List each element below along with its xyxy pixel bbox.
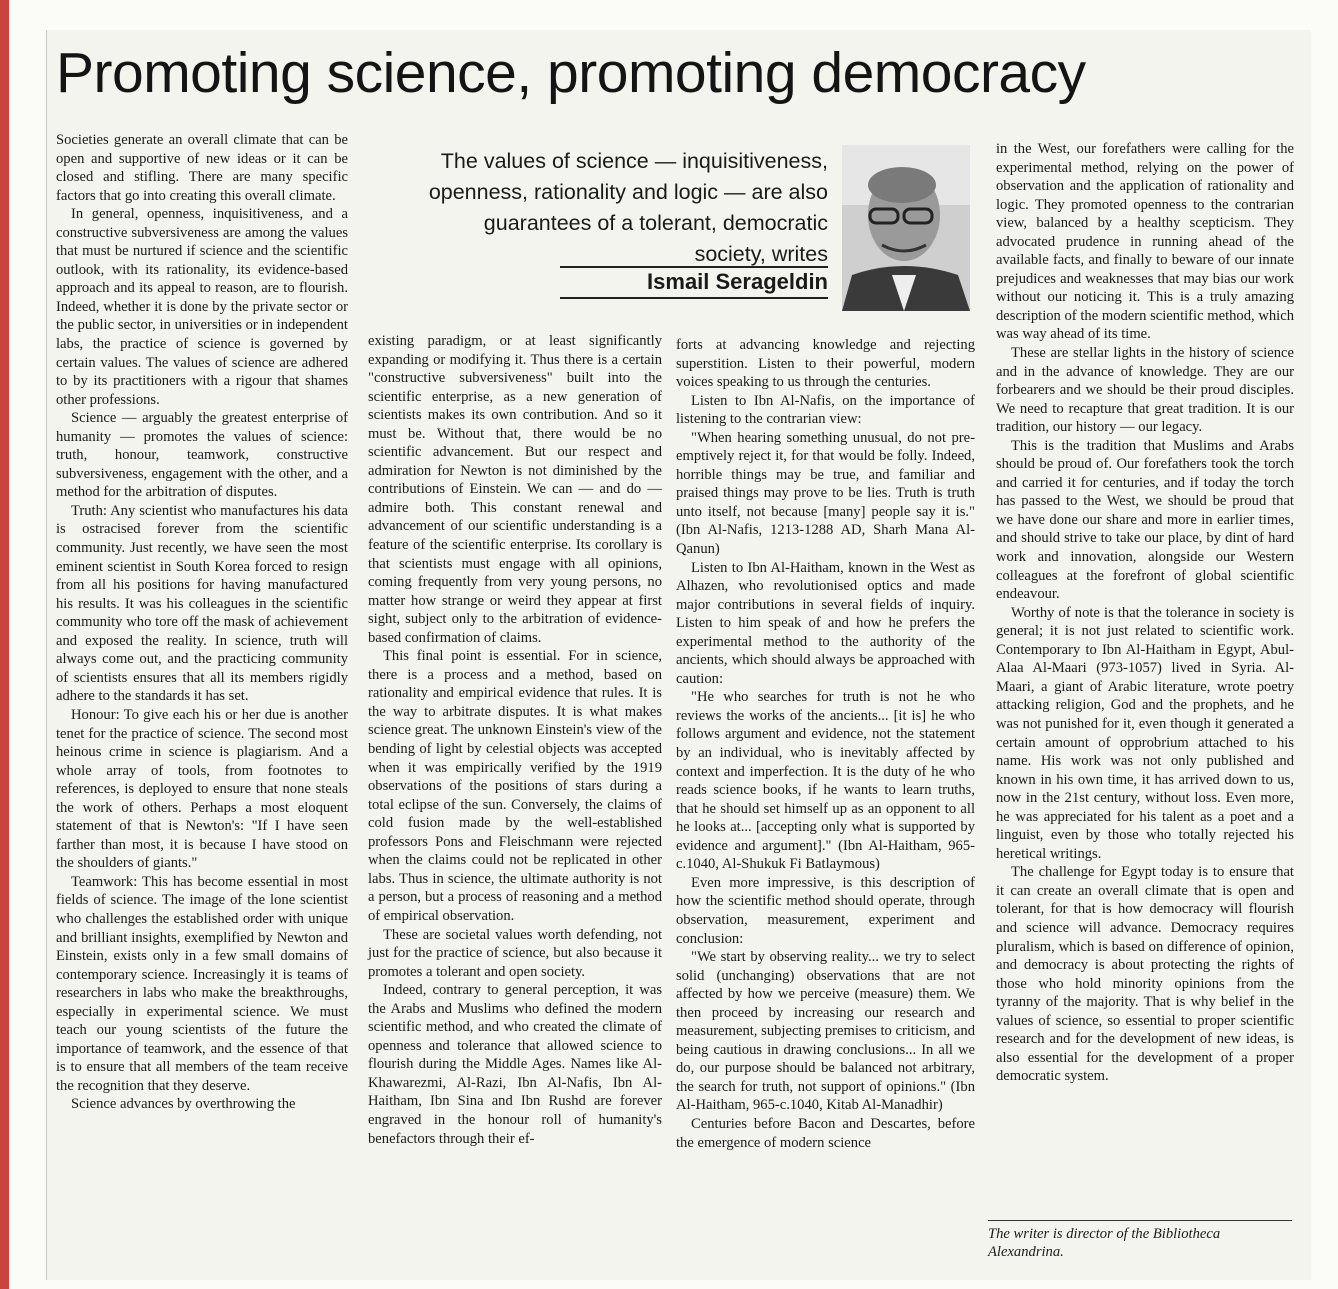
article-column-2 (368, 332, 662, 1148)
paragraph: Worthy of note is that the tolerance in society is general; it is not just related to scientific work. Contemporary to Ibn Al-Haitham in Egypt, Abul-Alaa Al-Maari (973-1057) lived in Syria. Al-Maari, a giant of Arabic literature, wrote poetry attacking religion, God and the prophets, and he was not punished for it, even though it generated a certain amount of opprobrium attached to his name. His work was not only published and known in his own time, it has arrived down to us, now in the 21st century, without loss. Even more, he was appreciated for his talent as a poet and a linguist, even by those who totally rejected his heretical writings. (996, 604, 1294, 862)
author-note: The writer is director of the Bibliotheca Alexandrina. (988, 1220, 1292, 1261)
deck: The values of science — inquisitiveness, openness, rationality and logic — are also guarantees of a tolerant, democratic society, writes (428, 149, 828, 266)
paragraph: Even more impressive, is this description of how the scientific method should operate, through observation, measurement, experiment and conclusion: (676, 874, 975, 947)
paragraph: These are societal values worth defending, not just for the practice of science, but also because it promotes a tolerant and open society. (368, 926, 662, 980)
paragraph: This is the tradition that Muslims and Arabs should be proud of. Our forefathers took the torch and carried it for centuries, and if today the torch has passed to the West, we should be proud that we have done our share and more in earlier times, and should strive to take our place, by dint of hard work and innovation, alongside our Western colleagues at the forefront of global scientific endeavour. (996, 437, 1294, 603)
paragraph: These are stellar lights in the history of science and in the advance of knowledge. They are our forbearers and we should be their proud disciples. We need to recapture that great tradition. It is our tradition, our history — our legacy. (996, 345, 1294, 436)
paragraph: Truth: Any scientist who manufactures his data is ostracised forever from the scientific community. Just recently, we have seen the most eminent scientist in South Korea forced to resign from all his positions for having manufactured his results. It was his colleagues in the scientific community who tore off the mask of achievement and exposed the reality. In science, truth will always come out, and the practicing community of scientists ensures that all its members rigidly adhere to the standards it has set. (56, 502, 348, 705)
paragraph: Listen to Ibn Al-Haitham, known in the West as Alhazen, who revolutionised optics and made major contributions in several fields of inquiry. Listen to him speak of and how he prefers the experimental method to the authority of the ancients, which should always be approached with caution: (676, 559, 975, 687)
paragraph: In general, openness, inquisitiveness, and a constructive subversiveness are among the values that must be nurtured if science and the scientific outlook, with its rationality, its evidence-based approach and its appeal to reason, are to flourish. Indeed, whether it is done by the private sector or the public sector, in universities or in independent labs, the practice of science is governed by certain values. The values of science are adhered to by its practitioners with a rigour that shames other professions. (56, 206, 348, 408)
headline: Promoting science, promoting democracy (56, 41, 1086, 105)
paragraph: Centuries before Bacon and Descartes, before the emergence of modern science (676, 1115, 975, 1151)
paragraph: Science — arguably the greatest enterprise of humanity — promotes the values of science: truth, honour, teamwork, constructive subversiveness, engagement with the other, and a method for the arbitration of disputes. (56, 410, 348, 501)
paragraph: The challenge for Egypt today is to ensure that it can create an overall climate that is open and tolerant, for that is how democracy will flourish and science will advance. Democracy requires pluralism, which is based on difference of opinion, and democracy is about protecting the rights of those who hold minority opinions from the tyranny of the majority. That is why belief in the values of science, so essential to proper scientific research and for the development of new ideas, is also essential for the development of a proper democratic system. (996, 864, 1294, 1085)
paragraph: Science advances by overthrowing the (71, 1096, 296, 1113)
paragraph: forts at advancing knowledge and rejecting superstition. Listen to their powerful, modern voices speaking to us through the centuries. (676, 337, 975, 391)
paragraph: Teamwork: This has become essential in most fields of science. The image of the lone scientist who challenges the established order with unique and brilliant insights, exemplified by Newton and Einstein, exists only in a few small domains of contemporary science. Increasingly it is teams of researchers in labs who make the breakthroughs, especially in experimental science. We must teach our young scientists of the future the importance of teamwork, and the essence of that is to ensure that all members of the team receive the recognition that they deserve. (56, 873, 348, 1094)
author-photo (842, 145, 970, 311)
paragraph: existing paradigm, or at least significantly expanding or modifying it. Thus there is a certain "constructive subversiveness" built into the scientific enterprise, as a new generation of scientists makes its own contribution. And so it must be. Without that, there would be no scientific advancement. But our respect and admiration for Newton is not diminished by the contributions of Einstein. We can — and do — admire both. This constant renewal and advancement of our scientific understanding is a feature of the scientific enterprise. Its corollary is that scientists must engage with all opinions, coming frequently from very young persons, no matter how strange or weird they appear at first sight, subject only to the arbitration of evidence-based confirmation of claims. (368, 333, 662, 646)
paragraph: "When hearing something unusual, do not pre-emptively reject it, for that would be folly. Indeed, horrible things may be true, and familiar and praised things may prove to be lies. Truth is truth unto itself, not because [many] people say it is." (Ibn Al-Nafis, 1213-1288 AD, Sharh Mana Al-Qanun) (676, 429, 975, 558)
paragraph: "He who searches for truth is not he who reviews the works of the ancients... [it is] he who follows argument and evidence, not the statement by an individual, who is inevitably affected by context and imperfection. It is the duty of he who reads science books, if he wants to learn truths, that he should set himself up as an opponent to all he looks at... [accepting only what is supported by evidence and argument]." (Ibn Al-Haitham, 965-c.1040, Al-Shukuk Fi Batlaymous) (676, 689, 975, 873)
author-portrait-image (842, 145, 970, 311)
paragraph: in the West, our forefathers were calling for the experimental method, relying on the power of observation and the application of rationality and logic. They promoted openness to the contrarian view, balanced by a healthy scepticism. They advocated prudence in running ahead of the available facts, and finally to beware of our innate prejudices and weaknesses that may bias our work without our noticing it. This is a truly amazing description of the modern scientific method, which was way ahead of its time. (996, 141, 1294, 343)
paragraph: "We start by observing reality... we try to select solid (unchanging) observations that are not affected by how we perceive (measure) them. We then proceed by increasing our research and measurement, subjecting premises to criticism, and being cautious in drawing conclusions... In all we do, our purpose should be balanced not arbitrary, the search for truth, not support of opinions." (Ibn Al-Haitham, 965-c.1040, Kitab Al-Manadhir) (676, 949, 975, 1114)
article-column-4 (996, 140, 1294, 1086)
byline: Ismail Serageldin (560, 266, 828, 299)
paragraph: Societies generate an overall climate that can be open and supportive of new ideas or it can be closed and stifling. There are many specific factors that go into creating this overall climate. (56, 132, 348, 204)
paragraph: Honour: To give each his or her due is another tenet for the practice of science. The second most heinous crime in science is plagiarism. And a whole array of tools, from footnotes to references, is deployed to ensure that none steals the work of others. Perhaps a most eloquent statement of that is Newton's: "If I have seen farther than most, it is because I have stood on the shoulders of giants." (56, 706, 348, 872)
article-column-1 (56, 131, 348, 1114)
paragraph: Listen to Ibn Al-Nafis, on the importance of listening to the contrarian view: (676, 392, 975, 428)
paragraph: This final point is essential. For in science, there is a process and a method, based on rationality and empirical evidence that rules. It is the way to arbitrate disputes. It is what makes science great. The unknown Einstein's view of the bending of light by celestial objects was accepted when it was empirically verified by the 1919 observations of the positions of stars during a total eclipse of the sun. Conversely, the claims of cold fusion made by the well-established professors Pons and Fleischmann were rejected when the claims could not be replicated in other labs. Thus in science, the ultimate authority is not a person, but a process of reasoning and a method of empirical observation. (368, 648, 662, 924)
paragraph: Indeed, contrary to general perception, it was the Arabs and Muslims who defined the modern scientific method, and who created the climate of openness and tolerance that allowed science to flourish during the Middle Ages. Names like Al-Khawarezmi, Al-Razi, Ibn Al-Nafis, Ibn Al-Haitham, Ibn Sina and Ibn Rushd are forever engraved in the honour roll of humanity's benefactors through their ef- (368, 982, 662, 1147)
scan-edge (0, 0, 9, 1289)
article-column-3 (676, 336, 975, 1152)
